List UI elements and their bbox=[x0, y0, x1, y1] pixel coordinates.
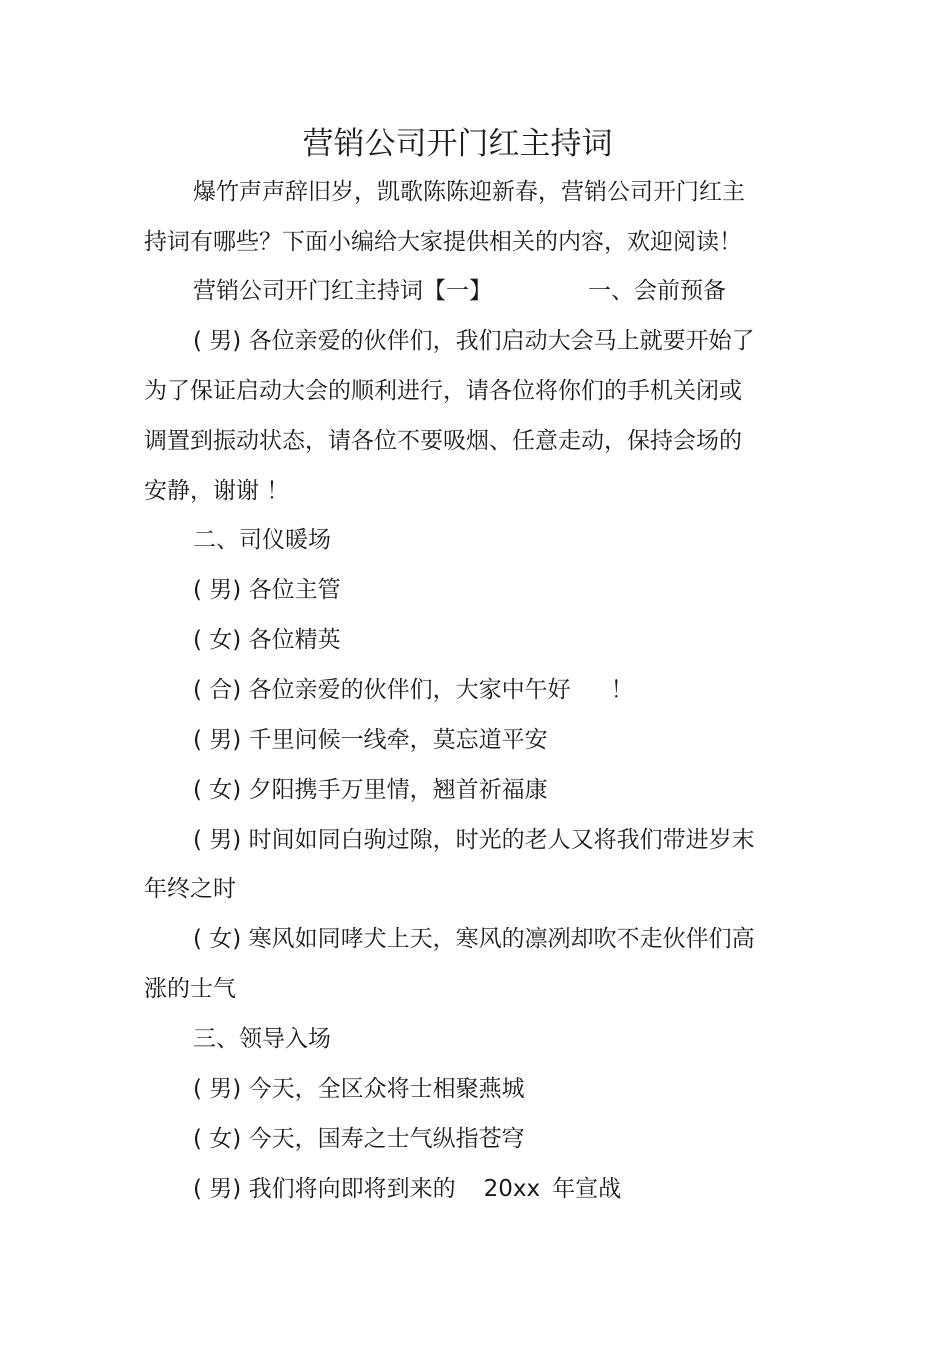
dialogue-line: ( 男) 今天，全区众将士相聚燕城 bbox=[193, 1076, 525, 1102]
section-heading-sub: 一、会前预备 bbox=[588, 278, 726, 304]
dialogue-line: 年终之时 bbox=[144, 876, 236, 902]
paragraph-line: 为了保证启动大会的顺利进行，请各位将你们的手机关闭或 bbox=[144, 378, 742, 404]
dialogue-line: 涨的士气 bbox=[144, 976, 236, 1002]
document-title: 营销公司开门红主持词 bbox=[302, 126, 613, 162]
dialogue-line bbox=[193, 673, 634, 707]
dialogue-line: ( 女) 寒风如同哮犬上天，寒风的凛冽却吹不走伙伴们高 bbox=[193, 926, 755, 952]
section-heading-2: 二、司仪暖场 bbox=[193, 527, 331, 553]
dialogue-line: ( 女) 夕阳携手万里情，翘首祈福康 bbox=[193, 777, 548, 803]
dialogue-text: ( 男) 我们将向即将到来的 bbox=[193, 1176, 456, 1202]
section-heading-title: 营销公司开门红主持词【一】 bbox=[193, 278, 492, 304]
dialogue-tail: 年宣战 bbox=[552, 1176, 622, 1202]
paragraph-line: ( 男) 各位亲爱的伙伴们，我们启动大会马上就要开始了 bbox=[193, 328, 755, 354]
intro-line-1: 爆竹声声辞旧岁，凯歌陈陈迎新春，营销公司开门红主 bbox=[193, 179, 745, 205]
dialogue-line: ( 女) 今天，国寿之士气纵指苍穹 bbox=[193, 1126, 525, 1152]
dialogue-text: ( 合) 各位亲爱的伙伴们，大家中午好 bbox=[193, 677, 571, 703]
section-heading-3: 三、领导入场 bbox=[193, 1026, 331, 1052]
dialogue-line bbox=[193, 1172, 621, 1206]
dialogue-line: ( 男) 时间如同白驹过隙，时光的老人又将我们带进岁末 bbox=[193, 827, 755, 853]
dialogue-mark: ！ bbox=[610, 677, 634, 703]
paragraph-line: 安静，谢谢 ！ bbox=[144, 478, 290, 504]
dialogue-line: ( 男) 千里问候一线牵，莫忘道平安 bbox=[193, 727, 548, 753]
intro-line-2: 持词有哪些？下面小编给大家提供相关的内容，欢迎阅读！ bbox=[144, 229, 742, 255]
dialogue-line: ( 男) 各位主管 bbox=[193, 577, 341, 603]
year-value: 20xx bbox=[483, 1176, 541, 1202]
dialogue-line: ( 女) 各位精英 bbox=[193, 627, 341, 653]
paragraph-line: 调置到振动状态，请各位不要吸烟、任意走动，保持会场的 bbox=[144, 428, 742, 454]
section-heading bbox=[193, 274, 726, 308]
